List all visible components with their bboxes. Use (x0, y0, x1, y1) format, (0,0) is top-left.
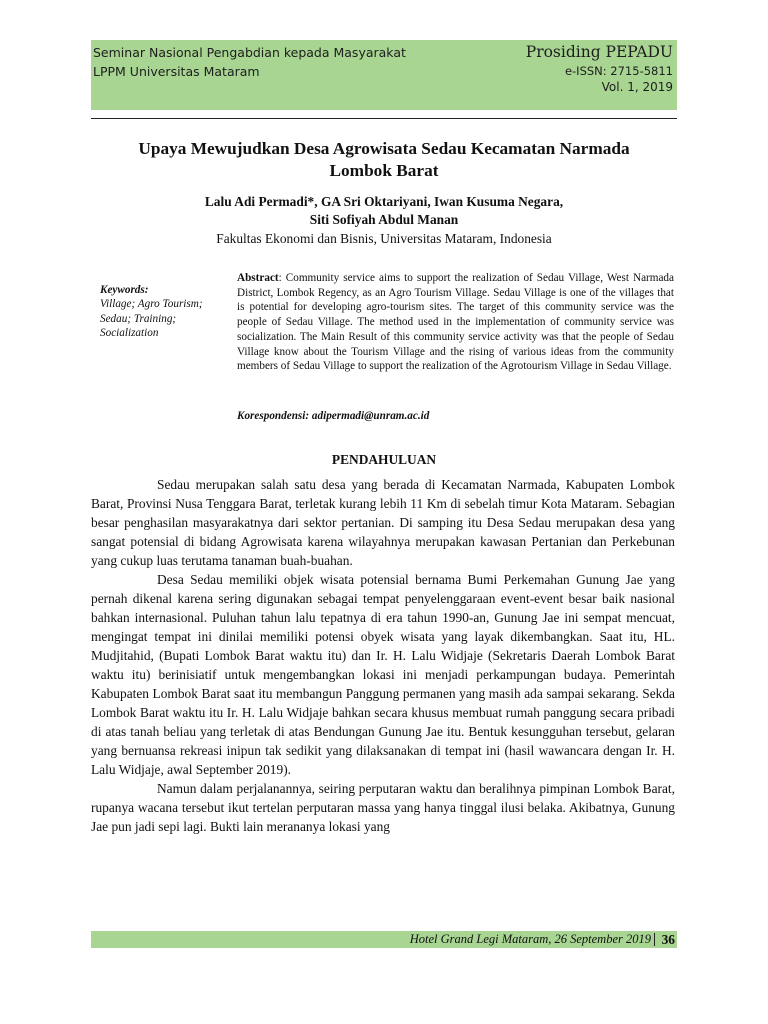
header-band (91, 40, 677, 110)
paragraph: Namun dalam perjalanannya, seiring perputaran waktu dan beralihnya pimpinan Lombok Barat, rupanya wacana tersebut ikut tertelan perputaran massa yang hanya tinggal ilusi belaka. Akibatnya, Gunung Jae pun jadi sepi lagi. Bukti lain merananya lokasi yang (91, 781, 675, 834)
page-number: 36 (661, 932, 675, 947)
abstract-text: : Community service aims to support the realization of Sedau Village, West Narmada District, Lombok Regency, as an Agro Tourism Village. Sedau Village is one of the villages that is potential for developing agro-tourism sites. The target of this community service was the people of Sedau Village. The method used in the implementation of community service was socialization. The Main Result of this community service activity was that the people of Sedau Village know about the Tourism Village and the rising of various ideas from the community members of Sedau Village to support the realization of the Agrotourism Village in Sedau Village. (237, 272, 674, 373)
footer-band (91, 931, 677, 948)
volume: Vol. 1, 2019 (601, 80, 673, 94)
abstract-block (237, 271, 674, 374)
keywords-text: Village; Agro Tourism; Sedau; Training; Socialization (100, 298, 203, 340)
keywords-label: Keywords: (100, 284, 149, 296)
title-line-1: Upaya Mewujudkan Desa Agrowisata Sedau Kecamatan Narmada (138, 139, 630, 158)
abstract-label: Abstract (237, 272, 279, 284)
proceeding-title: Prosiding PEPADU (525, 43, 673, 61)
authors-line-1: Lalu Adi Permadi*, GA Sri Oktariyani, Iwan Kusuma Negara, (204, 194, 564, 209)
header-divider (91, 118, 677, 119)
footer-venue: Hotel Grand Legi Mataram, 26 September 2019 (409, 932, 651, 946)
body-text (91, 475, 675, 836)
footer-separator (654, 933, 655, 946)
title-line-2: Lombok Barat (329, 161, 439, 180)
affiliation: Fakultas Ekonomi dan Bisnis, Universitas Mataram, Indonesia (216, 231, 552, 246)
header-left (93, 43, 406, 81)
paragraph: Sedau merupakan salah satu desa yang berada di Kecamatan Narmada, Kabupaten Lombok Barat, Provinsi Nusa Tenggara Barat, terletak kurang lebih 11 Km di sebelah timur Kota Mataram. Sebagian besar penghasilan masyarakatnya dari sektor pertanian. Di samping itu Desa Sedau merupakan desa yang sangat potensial di bidang Agrowisata karena wilayahnya merupakan kawasan Pertanian dan Perkebunan yang cukup luas terutama tanaman buah-buahan. (91, 477, 675, 568)
seminar-name: Seminar Nasional Pengabdian kepada Masyarakat (93, 45, 406, 60)
keywords-block (100, 283, 228, 341)
header-right (526, 41, 673, 95)
section-heading: PENDAHULUAN (331, 452, 437, 467)
authors (91, 193, 677, 229)
paper-title (91, 138, 677, 182)
issn: e-ISSN: 2715-5811 (564, 64, 673, 78)
institution-name: LPPM Universitas Mataram (93, 64, 260, 79)
authors-line-2: Siti Sofiyah Abdul Manan (309, 212, 459, 227)
correspondence: Korespondensi: adipermadi@unram.ac.id (237, 410, 430, 422)
paragraph: Desa Sedau memiliki objek wisata potensial bernama Bumi Perkemahan Gunung Jae yang pernah dikenal karena sering digunakan sebagai tempat penyelenggaraan event-event besar baik nasional bahkan internasional. Puluhan tahun lalu tepatnya di era tahun 1990-an, Gunung Jae ini sempat mencuat, mengingat tempat ini dinilai memiliki potensi obyek wisata yang layak dikembangkan. Saat itu, HL. Mudjitahid, (Bupati Lombok Barat waktu itu) dan Ir. H. Lalu Widjaje (Sekretaris Daerah Lombok Barat waktu itu) berinisiatif untuk mengembangkan lokasi ini menjadi perkampungan budaya. Pemerintah Kabupaten Lombok Barat saat itu membangun Panggung permanen yang masih ada sampai sekarang. Sekda Lombok Barat waktu itu Ir. H. Lalu Widjaje bahkan secara khusus membuat rumah panggung secara pribadi di atas tanah beliau yang terletak di atas Bendungan Gunung Jae itu. Bentuk kesungguhan tersebut, gelaran yang bernuansa rekreasi inipun tak sedikit yang dilaksanakan di tempat ini (hasil wawancara dengan Ir. H. Lalu Widjaje, awal September 2019). (91, 572, 675, 777)
